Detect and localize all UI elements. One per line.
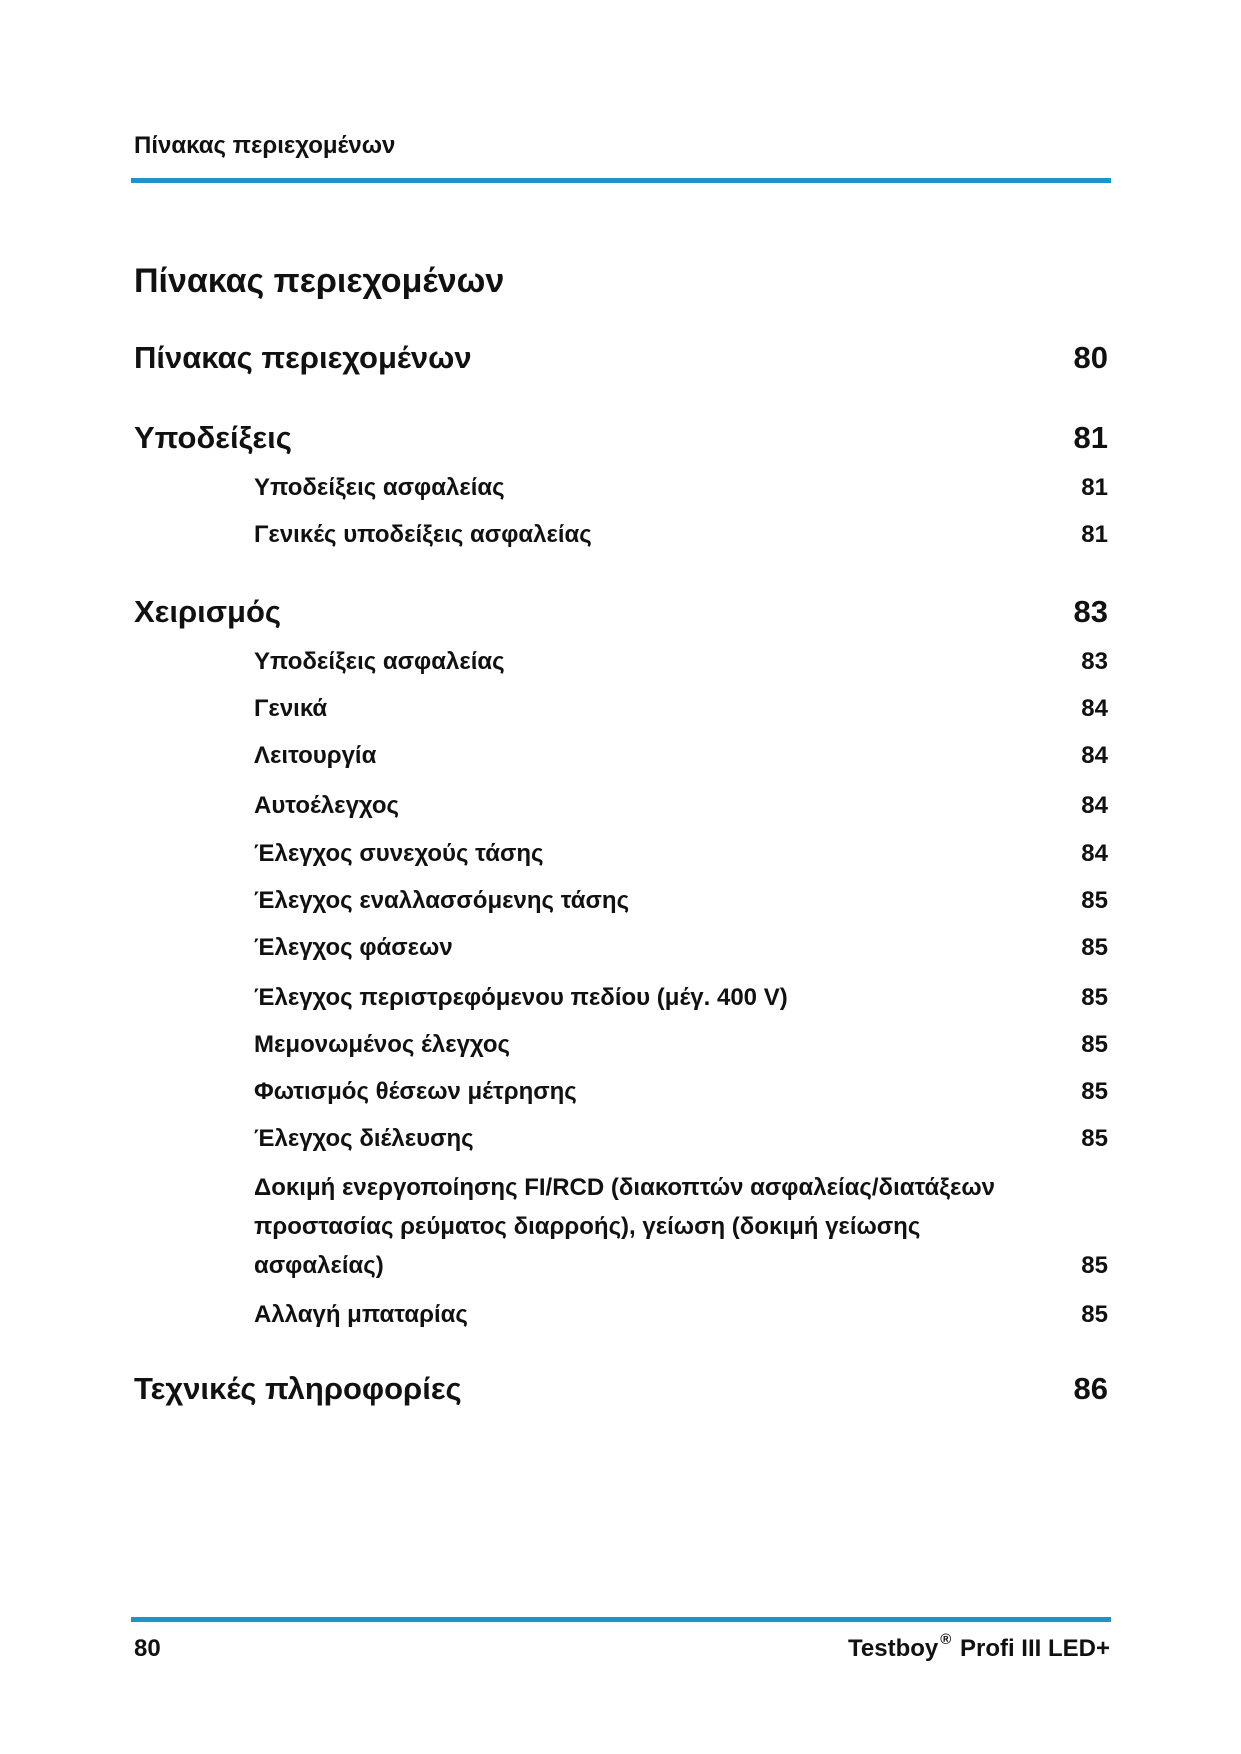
toc-entry[interactable] xyxy=(254,834,1108,873)
footer-rule xyxy=(131,1617,1111,1622)
toc-entry-title: Έλεγχος διέλευσης xyxy=(254,1125,474,1152)
toc-entry-title: Αλλαγή μπαταρίας xyxy=(254,1301,468,1328)
toc-entry[interactable] xyxy=(254,978,1108,1017)
toc-entry-multiline[interactable] xyxy=(254,1168,1108,1285)
toc-entry-page: 83 xyxy=(1073,594,1108,629)
toc-entry-page: 85 xyxy=(1081,1252,1108,1279)
toc-entry-page: 81 xyxy=(1081,521,1108,548)
toc-entry-page: 85 xyxy=(1081,1031,1108,1058)
brand-name: Testboy xyxy=(848,1635,939,1662)
registered-mark: ® xyxy=(940,1631,952,1648)
toc-entry-title: Έλεγχος συνεχούς τάσης xyxy=(254,840,544,867)
toc-entry[interactable] xyxy=(254,786,1108,825)
running-header-title: Πίνακας περιεχομένων xyxy=(134,132,396,159)
toc-entry-title: Υποδείξεις ασφαλείας xyxy=(254,474,505,501)
toc-entry[interactable] xyxy=(254,468,1108,507)
toc-entry-title: Πίνακας περιεχομένων xyxy=(134,340,472,375)
toc-entry[interactable] xyxy=(134,594,1108,630)
toc-entry-title: Λειτουργία xyxy=(254,742,377,769)
toc-entry[interactable] xyxy=(254,881,1108,920)
toc-entry-title: Έλεγχος φάσεων xyxy=(254,934,453,961)
footer-product-name xyxy=(848,1631,1110,1663)
toc-entry-page: 85 xyxy=(1081,1125,1108,1152)
toc-entry[interactable] xyxy=(134,1371,1108,1407)
toc-entry-title: Φωτισμός θέσεων μέτρησης xyxy=(254,1078,577,1105)
toc-entry[interactable] xyxy=(134,420,1108,456)
toc-entry-page: 80 xyxy=(1073,340,1108,375)
toc-entry[interactable] xyxy=(254,515,1108,554)
toc-entry-title: Μεμονωμένος έλεγχος xyxy=(254,1031,511,1058)
toc-entry-page: 86 xyxy=(1073,1371,1108,1406)
toc-entry-title: Έλεγχος περιστρεφόμενου πεδίου (μέγ. 400 V) xyxy=(254,984,788,1011)
page-title: Πίνακας περιεχομένων xyxy=(134,262,505,300)
toc-entry[interactable] xyxy=(254,736,1108,775)
toc-entry-page: 84 xyxy=(1081,792,1108,819)
toc-entry[interactable] xyxy=(254,1025,1108,1064)
toc-entry-title: Υποδείξεις xyxy=(134,420,292,455)
toc-entry-page: 84 xyxy=(1081,695,1108,722)
toc-entry-page: 85 xyxy=(1081,934,1108,961)
toc-entry-page: 85 xyxy=(1081,984,1108,1011)
toc-entry-page: 81 xyxy=(1081,474,1108,501)
header-rule xyxy=(131,178,1111,183)
product-model: Profi III LED+ xyxy=(959,1635,1110,1662)
toc-entry-page: 85 xyxy=(1081,1078,1108,1105)
toc-entry[interactable] xyxy=(254,642,1108,681)
toc-entry[interactable] xyxy=(254,1295,1108,1334)
toc-entry-page: 81 xyxy=(1073,420,1108,455)
toc-entry-title: Δοκιμή ενεργοποίησης FI/RCD (διακοπτών ασφαλείας/διατάξεων προστασίας ρεύματος διαρροής), γείωση (δοκιμή γείωσης ασφαλείας) xyxy=(254,1174,995,1279)
toc-entry-title: Έλεγχος εναλλασσόμενης τάσης xyxy=(254,887,630,914)
toc-entry-title: Υποδείξεις ασφαλείας xyxy=(254,648,505,675)
toc-entry[interactable] xyxy=(254,928,1108,967)
toc-entry[interactable] xyxy=(254,1119,1108,1158)
toc-entry[interactable] xyxy=(254,1072,1108,1111)
toc-entry-page: 85 xyxy=(1081,887,1108,914)
toc-entry-title: Γενικές υποδείξεις ασφαλείας xyxy=(254,521,592,548)
toc-entry-page: 85 xyxy=(1081,1301,1108,1328)
toc-entry[interactable] xyxy=(134,340,1108,376)
toc-entry-title: Αυτοέλεγχος xyxy=(254,792,400,819)
toc-entry-title: Τεχνικές πληροφορίες xyxy=(134,1371,462,1406)
toc-entry-title: Γενικά xyxy=(254,695,328,722)
toc-entry[interactable] xyxy=(254,689,1108,728)
toc-entry-title: Χειρισμός xyxy=(134,594,282,629)
toc-entry-page: 84 xyxy=(1081,840,1108,867)
toc-entry-page: 84 xyxy=(1081,742,1108,769)
footer-page-number: 80 xyxy=(134,1635,161,1662)
toc-entry-page: 83 xyxy=(1081,648,1108,675)
